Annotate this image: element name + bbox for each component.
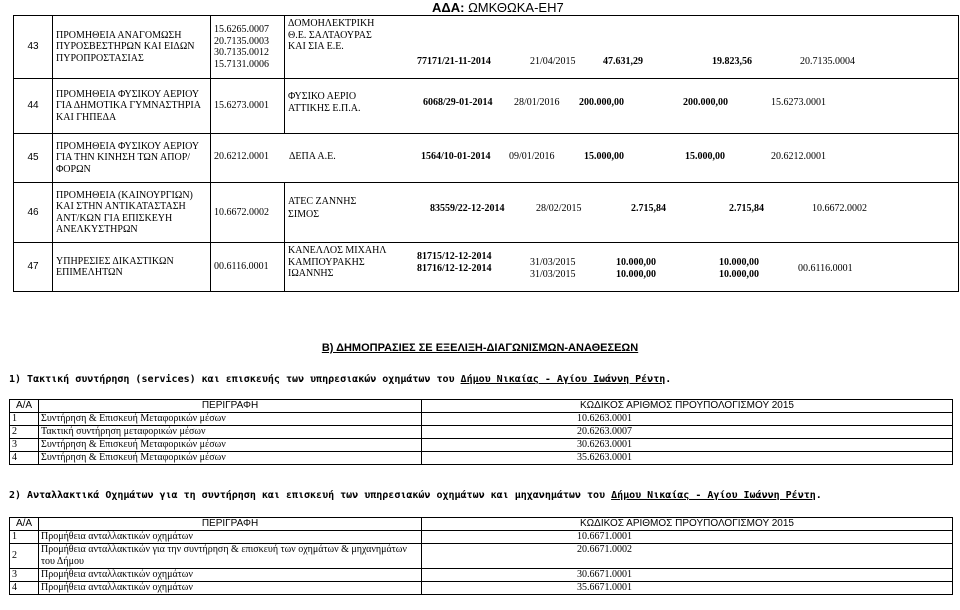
- table-row: 2 Προμήθεια ανταλλακτικών για την συντήρηση & επισκευή των οχημάτων & μηχανημάτων του Δήμου 20.6671.0002: [10, 544, 953, 569]
- table-row: [14, 79, 959, 134]
- row-kae: 15.6265.0007 20.7135.0003 30.7135.0012 15.7131.0006: [211, 16, 285, 79]
- table-row: [14, 134, 959, 183]
- row-date: 21/04/2015: [530, 56, 576, 67]
- row-details: [285, 16, 959, 79]
- row-description: ΠΡΟΜΗΘΕΙΑ (ΚΑΙΝΟΥΡΓΙΩΝ) ΚΑΙ ΣΤΗΝ ΑΝΤΙΚΑΤΑΣΤΑΣΗ ΑΝΤ/ΚΩΝ ΓΙΑ ΕΠΙΣΚΕΥΗ ΑΝΕΛΚΥΣΤΗΡΩΝ: [53, 183, 211, 243]
- table-row: 3 Προμήθεια ανταλλακτικών οχημάτων 30.6671.0001: [10, 569, 953, 582]
- section-b-title: Β) ΔΗΜΟΠΡΑΣΙΕΣ ΣΕ ΕΞΕΛΙΞΗ-ΔΙΑΓΩΝΙΣΜΩΝ-ΑΝΑΘΕΣΕΩΝ: [321, 342, 639, 354]
- row-number: 45: [14, 134, 53, 183]
- row-supplier: ΦΥΣΙΚΟ ΑΕΡΙΟ ΑΤΤΙΚΗΣ Ε.Π.Α.: [288, 91, 361, 114]
- row-kae: 00.6116.0001: [211, 243, 285, 292]
- row-description: ΠΡΟΜΗΘΕΙΑ ΦΥΣΙΚΟΥ ΑΕΡΙΟΥ ΓΙΑ ΤΗΝ ΚΙΝΗΣΗ ΤΩΝ ΑΠΟΡ/ΦΟΡΩΝ: [53, 134, 211, 183]
- row-contract: 6068/29-01-2014: [423, 97, 493, 108]
- row-details: [285, 183, 959, 243]
- header-description: ΠΕΡΙΓΡΑΦΗ: [39, 518, 422, 531]
- table-row: [14, 16, 959, 79]
- row-amount1: 47.631,29: [603, 56, 643, 67]
- row-kae: 10.6672.0002: [211, 183, 285, 243]
- row-number: 43: [14, 16, 53, 79]
- parts-table: [9, 517, 953, 595]
- table-row: 2 Τακτική συντήρηση μεταφορικών μέσων 20.6263.0007: [10, 426, 953, 439]
- header-aa: Α/Α: [10, 400, 39, 413]
- header-description: ΠΕΡΙΓΡΑΦΗ: [39, 400, 422, 413]
- paragraph-2: 2) Ανταλλακτικά Οχημάτων για τη συντήρηση και επισκευή των υπηρεσιακών οχημάτων και μηχανημάτων του Δήμου Νικαίας - Αγίου Ιωάννη Ρέντη.: [9, 490, 822, 501]
- row-amount1: 10.000,00 10.000,00: [616, 257, 656, 280]
- row-kae: 15.6273.0001: [211, 79, 285, 134]
- header-aa: Α/Α: [10, 518, 39, 531]
- row-details: [211, 134, 959, 183]
- row-supplier: ΔΟΜΟΗΛΕΚΤΡΙΚΗ Θ.Ε. ΣΑΛΤΑΟΥΡΑΣ ΚΑΙ ΣΙΑ Ε.Ε.: [288, 18, 375, 52]
- row-kae: 20.6212.0001: [214, 151, 269, 162]
- row-amount2: 2.715,84: [729, 203, 764, 214]
- row-date: 28/02/2015: [536, 203, 582, 214]
- row-code: 10.6672.0002: [812, 203, 867, 214]
- header-budget-code: ΚΩΔΙΚΟΣ ΑΡΙΘΜΟΣ ΠΡΟΥΠΟΛΟΓΙΣΜΟΥ 2015: [422, 518, 953, 531]
- row-code: 15.6273.0001: [771, 97, 826, 108]
- row-description: ΠΡΟΜΗΘΕΙΑ ΑΝΑΓΟΜΩΣΗ ΠΥΡΟΣΒΕΣΤΗΡΩΝ ΚΑΙ ΕΙΔΩΝ ΠΥΡΟΠΡΟΣΤΑΣΙΑΣ: [53, 16, 211, 79]
- row-number: 47: [14, 243, 53, 292]
- ada-header: [432, 0, 564, 15]
- table-row: 1 Προμήθεια ανταλλακτικών οχημάτων 10.6671.0001: [10, 531, 953, 544]
- table-row: 3 Συντήρηση & Επισκευή Μεταφορικών μέσων 30.6263.0001: [10, 439, 953, 452]
- contracts-table: [13, 15, 959, 292]
- row-description: ΥΠΗΡΕΣΙΕΣ ΔΙΚΑΣΤΙΚΩΝ ΕΠΙΜΕΛΗΤΩΝ: [53, 243, 211, 292]
- row-supplier: ΚΑΝΕΛΛΟΣ ΜΙΧΑΗΛ ΚΑΜΠΟΥΡΑΚΗΣ ΙΩΑΝΝΗΣ: [288, 245, 387, 279]
- row-amount2: 10.000,00 10.000,00: [719, 257, 759, 280]
- header-budget-code: ΚΩΔΙΚΟΣ ΑΡΙΘΜΟΣ ΠΡΟΥΠΟΛΟΓΙΣΜΟΥ 2015: [422, 400, 953, 413]
- row-number: 44: [14, 79, 53, 134]
- row-contract: 83559/22-12-2014: [430, 203, 505, 214]
- row-number: 46: [14, 183, 53, 243]
- row-supplier: ATEC ΖΑΝΝΗΣ ΣΙΜΟΣ: [288, 196, 357, 220]
- row-date: 31/03/2015 31/03/2015: [530, 257, 576, 280]
- paragraph-1: 1) Τακτική συντήρηση (services) και επισκευής των υπηρεσιακών οχημάτων του Δήμου Νικαίας - Αγίου Ιωάννη Ρέντη.: [9, 374, 672, 385]
- row-details: [285, 79, 959, 134]
- row-code: 20.6212.0001: [771, 151, 826, 162]
- row-date: 09/01/2016: [509, 151, 555, 162]
- row-amount2: 200.000,00: [683, 97, 728, 108]
- table-header-row: [10, 400, 953, 413]
- row-code: 00.6116.0001: [798, 263, 853, 274]
- table-row: [14, 243, 959, 292]
- row-amount1: 2.715,84: [631, 203, 666, 214]
- table-row: [14, 183, 959, 243]
- row-description: ΠΡΟΜΗΘΕΙΑ ΦΥΣΙΚΟΥ ΑΕΡΙΟΥ ΓΙΑ ΔΗΜΟΤΙΚΑ ΓΥΜΝΑΣΤΗΡΙΑ ΚΑΙ ΓΗΠΕΔΑ: [53, 79, 211, 134]
- table-row: 1 Συντήρηση & Επισκευή Μεταφορικών μέσων 10.6263.0001: [10, 413, 953, 426]
- row-amount1: 200.000,00: [579, 97, 624, 108]
- table-row: 4 Συντήρηση & Επισκευή Μεταφορικών μέσων 35.6263.0001: [10, 452, 953, 465]
- row-details: [285, 243, 959, 292]
- ada-code: ΩΜΚΘΩΚΑ-ΕΗ7: [468, 0, 564, 15]
- services-table: [9, 399, 953, 465]
- row-contract: 81715/12-12-2014 81716/12-12-2014: [417, 251, 492, 274]
- row-amount2: 15.000,00: [685, 151, 725, 162]
- table-row: 4 Προμήθεια ανταλλακτικών οχημάτων 35.6671.0001: [10, 582, 953, 595]
- row-amount2: 19.823,56: [712, 56, 752, 67]
- table-header-row: [10, 518, 953, 531]
- ada-label: ΑΔΑ:: [432, 0, 465, 15]
- row-code: 20.7135.0004: [800, 56, 855, 67]
- row-contract: 77171/21-11-2014: [417, 56, 491, 67]
- row-amount1: 15.000,00: [584, 151, 624, 162]
- row-contract: 1564/10-01-2014: [421, 151, 491, 162]
- row-date: 28/01/2016: [514, 97, 560, 108]
- row-supplier: ΔΕΠΑ Α.Ε.: [289, 151, 336, 162]
